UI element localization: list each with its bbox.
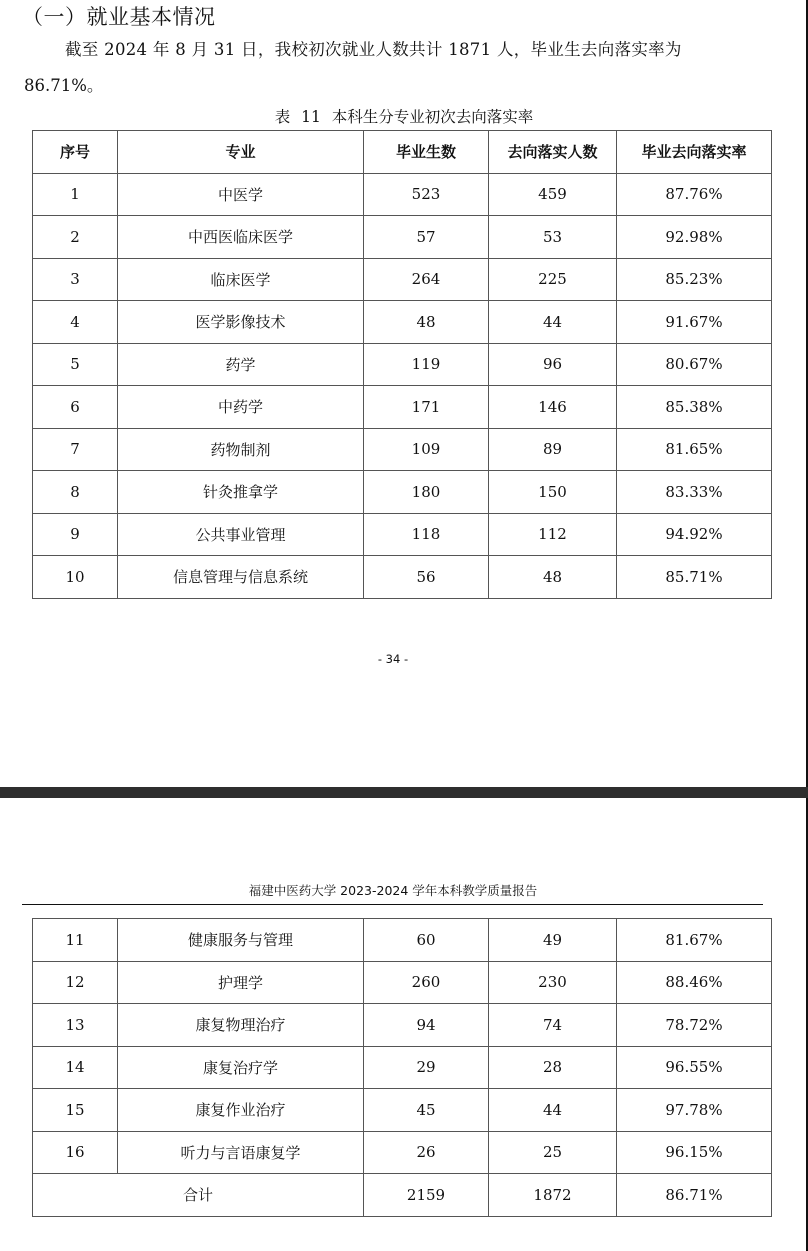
row-no: 7 (33, 428, 118, 471)
table-row (33, 258, 772, 301)
row-no: 14 (33, 1046, 118, 1089)
row-graduates: 60 (364, 919, 489, 962)
row-no: 5 (33, 343, 118, 386)
row-no: 2 (33, 216, 118, 259)
row-major: 中医学 (118, 173, 364, 216)
row-graduates: 264 (364, 258, 489, 301)
row-no: 4 (33, 301, 118, 344)
row-no: 13 (33, 1004, 118, 1047)
row-major: 针灸推拿学 (118, 471, 364, 514)
row-no: 8 (33, 471, 118, 514)
total-graduates: 2159 (364, 1174, 489, 1217)
table-row (33, 1089, 772, 1132)
row-major: 医学影像技术 (118, 301, 364, 344)
row-placed: 28 (489, 1046, 617, 1089)
table-row (33, 1046, 772, 1089)
row-major: 中西医临床医学 (118, 216, 364, 259)
row-rate: 96.55% (617, 1046, 772, 1089)
row-no: 11 (33, 919, 118, 962)
summary-paragraph-line1: 截至 2024 年 8 月 31 日，我校初次就业人数共计 1871 人，毕业生去向落实率为 (65, 40, 682, 59)
row-rate: 85.71% (617, 556, 772, 599)
header-rate: 毕业去向落实率 (617, 131, 772, 174)
table-row (33, 301, 772, 344)
row-graduates: 26 (364, 1131, 489, 1174)
row-placed: 44 (489, 1089, 617, 1132)
row-major: 康复治疗学 (118, 1046, 364, 1089)
table-row (33, 216, 772, 259)
header-placed: 去向落实人数 (489, 131, 617, 174)
row-major: 健康服务与管理 (118, 919, 364, 962)
row-major: 护理学 (118, 961, 364, 1004)
row-placed: 74 (489, 1004, 617, 1047)
row-graduates: 57 (364, 216, 489, 259)
table-row (33, 556, 772, 599)
row-rate: 97.78% (617, 1089, 772, 1132)
table-row (33, 1004, 772, 1047)
row-graduates: 109 (364, 428, 489, 471)
header-major: 专业 (118, 131, 364, 174)
row-graduates: 260 (364, 961, 489, 1004)
row-major: 临床医学 (118, 258, 364, 301)
row-placed: 48 (489, 556, 617, 599)
employment-table-part1 (32, 130, 772, 599)
table-row (33, 343, 772, 386)
row-major: 药物制剂 (118, 428, 364, 471)
row-no: 12 (33, 961, 118, 1004)
table-row (33, 1131, 772, 1174)
row-rate: 81.65% (617, 428, 772, 471)
row-rate: 94.92% (617, 513, 772, 556)
row-placed: 44 (489, 301, 617, 344)
row-placed: 225 (489, 258, 617, 301)
row-placed: 112 (489, 513, 617, 556)
row-rate: 80.67% (617, 343, 772, 386)
row-placed: 146 (489, 386, 617, 429)
row-placed: 49 (489, 919, 617, 962)
row-rate: 91.67% (617, 301, 772, 344)
row-no: 1 (33, 173, 118, 216)
row-rate: 83.33% (617, 471, 772, 514)
row-no: 10 (33, 556, 118, 599)
page-separator (0, 787, 808, 798)
row-placed: 53 (489, 216, 617, 259)
row-rate: 85.38% (617, 386, 772, 429)
table-row (33, 173, 772, 216)
row-no: 6 (33, 386, 118, 429)
employment-table-part2 (32, 918, 772, 1217)
row-graduates: 29 (364, 1046, 489, 1089)
row-no: 9 (33, 513, 118, 556)
running-header: 福建中医药大学 2023-2024 学年本科教学质量报告 (248, 883, 538, 898)
table-total-row (33, 1174, 772, 1217)
table-row (33, 513, 772, 556)
row-rate: 88.46% (617, 961, 772, 1004)
row-placed: 459 (489, 173, 617, 216)
row-graduates: 171 (364, 386, 489, 429)
table-row (33, 471, 772, 514)
row-graduates: 56 (364, 556, 489, 599)
row-major: 信息管理与信息系统 (118, 556, 364, 599)
table-row (33, 961, 772, 1004)
row-no: 16 (33, 1131, 118, 1174)
row-no: 15 (33, 1089, 118, 1132)
header-graduates: 毕业生数 (364, 131, 489, 174)
table-row (33, 919, 772, 962)
row-rate: 85.23% (617, 258, 772, 301)
row-major: 听力与言语康复学 (118, 1131, 364, 1174)
row-placed: 96 (489, 343, 617, 386)
row-major: 中药学 (118, 386, 364, 429)
row-major: 公共事业管理 (118, 513, 364, 556)
row-placed: 150 (489, 471, 617, 514)
row-graduates: 94 (364, 1004, 489, 1047)
total-rate: 86.71% (617, 1174, 772, 1217)
row-graduates: 180 (364, 471, 489, 514)
row-graduates: 45 (364, 1089, 489, 1132)
summary-paragraph-line2: 86.71%。 (24, 76, 104, 95)
row-graduates: 119 (364, 343, 489, 386)
total-placed: 1872 (489, 1174, 617, 1217)
row-graduates: 523 (364, 173, 489, 216)
row-graduates: 118 (364, 513, 489, 556)
row-placed: 25 (489, 1131, 617, 1174)
row-placed: 230 (489, 961, 617, 1004)
row-major: 康复作业治疗 (118, 1089, 364, 1132)
row-rate: 87.76% (617, 173, 772, 216)
total-label: 合计 (33, 1174, 364, 1217)
header-rule (22, 904, 763, 905)
table-row (33, 428, 772, 471)
row-placed: 89 (489, 428, 617, 471)
row-rate: 81.67% (617, 919, 772, 962)
header-no: 序号 (33, 131, 118, 174)
row-rate: 96.15% (617, 1131, 772, 1174)
row-major: 药学 (118, 343, 364, 386)
table-header-row (33, 131, 772, 174)
section-heading: （一）就业基本情况 (22, 5, 216, 29)
row-rate: 92.98% (617, 216, 772, 259)
row-graduates: 48 (364, 301, 489, 344)
table-row (33, 386, 772, 429)
row-rate: 78.72% (617, 1004, 772, 1047)
row-major: 康复物理治疗 (118, 1004, 364, 1047)
page-number: - 34 - (377, 652, 409, 666)
table-caption: 表 11 本科生分专业初次去向落实率 (274, 108, 534, 126)
row-no: 3 (33, 258, 118, 301)
